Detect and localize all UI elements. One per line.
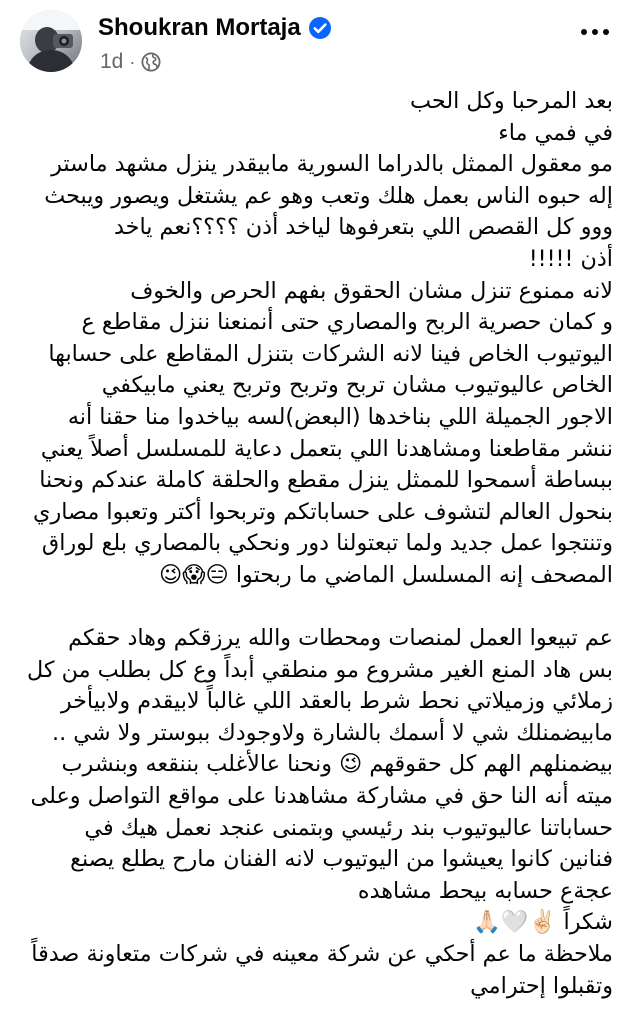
post-line: و كمان حصرية الربح والمصاري حتى أنمنعنا ننزل مقاطع ع (81, 309, 613, 336)
post-line: وتقبلوا إحترامي (470, 972, 613, 999)
post-line: وتنتجوا عمل جديد ولما تبعتولنا دور ونحكي بالمصاري بلع لوراق (41, 530, 613, 557)
post-line: عجةع حسابه بيحط مشاهده (357, 877, 613, 904)
post-line: في فمي ماء (498, 119, 613, 146)
post-line: لانه ممنوع تنزل مشان الحقوق بفهم الحرص والخوف (130, 277, 613, 304)
post-line: أذن !!!!! (528, 245, 613, 272)
post-line: ميته أنه النا حق في مشاركة مشاهدنا على مواقع التواصل وعلى (30, 783, 613, 810)
globe-icon[interactable] (141, 52, 161, 72)
post-line: اليوتيوب الخاص فينا لانه الشركات بتنزل المقاطع على حسابها (48, 340, 613, 367)
post-line: ملاحظة ما عم أحكي عن شركة معينه في شركات متعاونة صدقاً (31, 941, 613, 968)
post-line: ببساطة أسمحوا للممثل ينزل مقطع والحلقة كاملة عندكم ونحنا (39, 467, 613, 494)
post-line: ننشر مقاطعنا ومشاهدنا اللي بتعمل دعاية للمسلسل أصلاً يعني (40, 435, 613, 462)
post-line: مابيضمنلك شي لا أسمك بالشارة ولاوجودك ببوستر ولا شي .. (51, 719, 613, 746)
post-meta (100, 50, 161, 74)
post-line: إله حبوه الناس بعمل هلك وتعب وهو عم يشتغل ويصور ويبحث (44, 182, 613, 209)
post-line: بيضمنلهم الهم كل حقوقهم 😉 ونحنا عالأغلب بننقعه وبنشرب (61, 751, 613, 778)
post-line: عم تبيعوا العمل لمنصات ومحطات والله يرزقكم وهاد حقكم (68, 625, 613, 652)
verified-icon (308, 16, 332, 40)
post-line: بنحول العالم لتشوف على حساباتكم وتربحوا أكتر وتعبوا مصاري (33, 498, 613, 525)
post-line: المصحف إنه المسلسل الماضي ما ربحتوا 😑😱😉 (159, 561, 613, 588)
post-line: بس هاد المنع الغير مشروع مو منطقي أبداً وع كل بطلب من كل (27, 656, 613, 683)
post-line: الخاص عاليوتيوب مشان تربح وتربح وتربح يعني مابيكفي (101, 372, 613, 399)
post-line: شكراً ✌🏻🤍🙏🏻 (473, 909, 613, 936)
avatar-photo (20, 10, 82, 72)
meta-separator: · (129, 51, 136, 72)
post-line: مو معقول الممثل بالدراما السورية مابيقدر ينزل مشهد ماستر (51, 151, 613, 178)
more-horizontal-icon (580, 27, 610, 37)
post-line: ووو كل القصص اللي بتعرفوها لياخد أذن ؟؟؟؟نعم ياخد (113, 214, 613, 241)
post-line: الاجور الجميلة اللي بناخدها (البعض)لسه بياخدوا منا حقنا أنه (67, 403, 613, 430)
post-text (8, 86, 613, 1002)
post-line: بعد المرحبا وكل الحب (410, 88, 613, 114)
paragraph-gap (8, 592, 613, 624)
post-line: فنانين كانوا يعيشوا من اليوتيوب لانه الفنان مارح يطلع يصنع (70, 846, 613, 873)
avatar[interactable] (20, 10, 82, 72)
post-header (0, 0, 627, 84)
post-line: حساباتنا عاليوتيوب بند رئيسي وبتمنى عنجد نعمل هيك في (84, 814, 613, 841)
author-name[interactable]: Shoukran Mortaja (98, 14, 301, 41)
author-line (98, 14, 332, 42)
post-line: زملائي وزميلاتي نحط شرط بالعقد اللي غالباً لابيقدم ولابيأخر (60, 688, 613, 715)
more-options-button[interactable] (577, 14, 613, 50)
post-timestamp[interactable]: 1d (100, 50, 124, 73)
